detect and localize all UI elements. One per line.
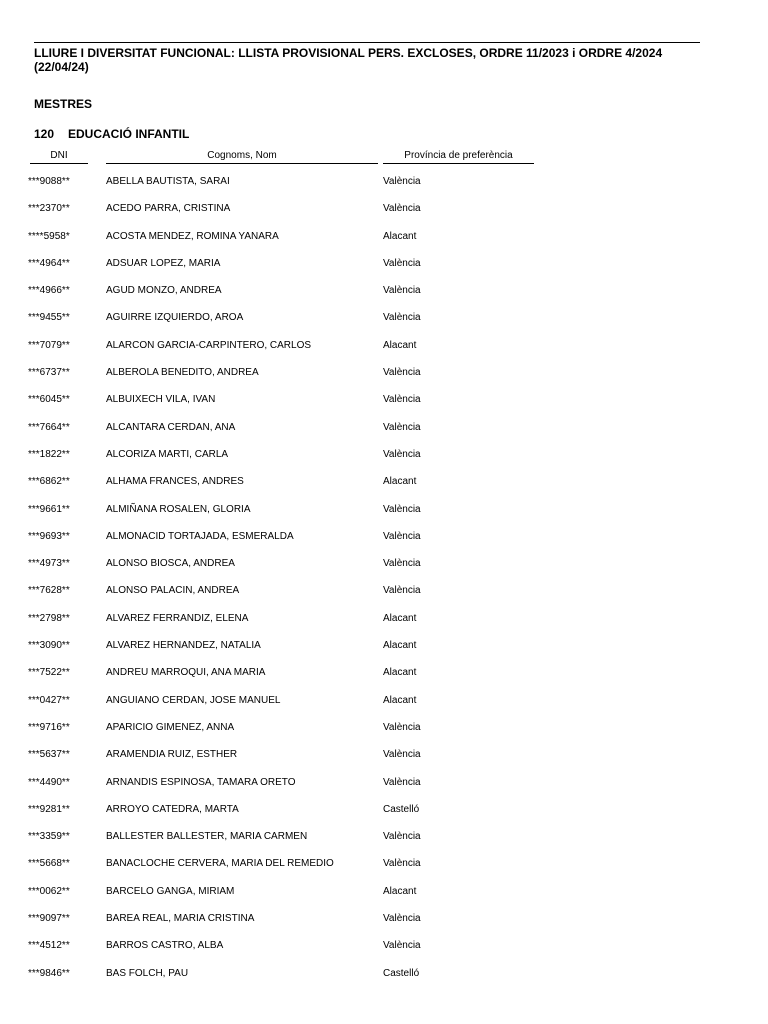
- row-dni: ***0427**: [28, 694, 70, 706]
- table-row: [0, 607, 768, 634]
- table-row: [0, 689, 768, 716]
- table-row: [0, 552, 768, 579]
- column-header-name: Cognoms, Nom: [106, 150, 378, 164]
- row-dni: ***4512**: [28, 940, 70, 952]
- row-dni: ***2798**: [28, 612, 70, 624]
- table-row: [0, 306, 768, 333]
- row-name: ACEDO PARRA, CRISTINA: [106, 203, 231, 215]
- row-province: Alacant: [383, 339, 417, 351]
- row-dni: ***9846**: [28, 967, 70, 979]
- table-row: [0, 225, 768, 252]
- group-code: 120: [34, 127, 55, 141]
- row-dni: ***9455**: [28, 312, 70, 324]
- table-row: [0, 907, 768, 934]
- row-name: ARROYO CATEDRA, MARTA: [106, 803, 239, 815]
- row-dni: ***6862**: [28, 476, 70, 488]
- row-dni: ***3359**: [28, 831, 70, 843]
- table-row: [0, 579, 768, 606]
- row-dni: ***4964**: [28, 257, 70, 269]
- row-province: València: [383, 913, 421, 925]
- row-province: Alacant: [383, 612, 417, 624]
- row-name: ACOSTA MENDEZ, ROMINA YANARA: [106, 230, 279, 242]
- row-province: Alacant: [383, 476, 417, 488]
- row-province: València: [383, 940, 421, 952]
- table-row: [0, 771, 768, 798]
- row-dni: ***9661**: [28, 503, 70, 515]
- row-dni: ***4966**: [28, 285, 70, 297]
- table-row: [0, 798, 768, 825]
- row-province: València: [383, 203, 421, 215]
- top-rule: [34, 42, 700, 43]
- table-row: [0, 962, 768, 989]
- row-dni: ****5958*: [28, 230, 70, 242]
- table-row: [0, 634, 768, 661]
- row-name: ALMIÑANA ROSALEN, GLORIA: [106, 503, 251, 515]
- row-dni: ***5637**: [28, 749, 70, 761]
- row-name: ALVAREZ FERRANDIZ, ELENA: [106, 612, 249, 624]
- group-heading: [34, 127, 189, 141]
- row-province: València: [383, 394, 421, 406]
- group-name: EDUCACIÓ INFANTIL: [68, 127, 190, 141]
- row-name: BARCELO GANGA, MIRIAM: [106, 885, 235, 897]
- exclusion-list: [0, 170, 768, 989]
- row-name: ALVAREZ HERNANDEZ, NATALIA: [106, 640, 261, 652]
- table-row: [0, 498, 768, 525]
- row-name: ADSUAR LOPEZ, MARIA: [106, 257, 221, 269]
- table-row: [0, 361, 768, 388]
- row-name: ARNANDIS ESPINOSA, TAMARA ORETO: [106, 776, 296, 788]
- row-dni: ***2370**: [28, 203, 70, 215]
- row-name: AGUD MONZO, ANDREA: [106, 285, 222, 297]
- table-row: [0, 880, 768, 907]
- row-province: València: [383, 285, 421, 297]
- row-province: València: [383, 367, 421, 379]
- row-name: ALONSO PALACIN, ANDREA: [106, 585, 240, 597]
- row-name: BAREA REAL, MARIA CRISTINA: [106, 913, 255, 925]
- row-province: Castelló: [383, 967, 420, 979]
- row-province: València: [383, 176, 421, 187]
- row-dni: ***4973**: [28, 558, 70, 570]
- table-row: [0, 197, 768, 224]
- row-province: València: [383, 749, 421, 761]
- row-dni: ***1822**: [28, 448, 70, 460]
- row-province: València: [383, 421, 421, 433]
- row-dni: ***5668**: [28, 858, 70, 870]
- row-name: BARROS CASTRO, ALBA: [106, 940, 224, 952]
- table-row: [0, 279, 768, 306]
- table-row: [0, 252, 768, 279]
- row-dni: ***9281**: [28, 803, 70, 815]
- row-dni: ***4490**: [28, 776, 70, 788]
- table-row: [0, 716, 768, 743]
- table-row: [0, 825, 768, 852]
- row-dni: ***7628**: [28, 585, 70, 597]
- row-dni: ***9088**: [28, 176, 70, 187]
- table-row: [0, 470, 768, 497]
- row-province: València: [383, 721, 421, 733]
- row-dni: ***3090**: [28, 640, 70, 652]
- row-province: Alacant: [383, 667, 417, 679]
- row-dni: ***9097**: [28, 913, 70, 925]
- row-province: València: [383, 530, 421, 542]
- row-dni: ***7079**: [28, 339, 70, 351]
- row-province: València: [383, 503, 421, 515]
- row-province: València: [383, 776, 421, 788]
- section-heading: MESTRES: [34, 97, 93, 111]
- row-name: ALONSO BIOSCA, ANDREA: [106, 558, 235, 570]
- row-name: BAS FOLCH, PAU: [106, 967, 189, 979]
- row-province: Alacant: [383, 694, 417, 706]
- row-dni: ***9693**: [28, 530, 70, 542]
- row-name: AGUIRRE IZQUIERDO, AROA: [106, 312, 244, 324]
- row-province: València: [383, 585, 421, 597]
- table-row: [0, 334, 768, 361]
- row-name: ALBEROLA BENEDITO, ANDREA: [106, 367, 259, 379]
- row-province: Alacant: [383, 640, 417, 652]
- row-province: València: [383, 558, 421, 570]
- table-row: [0, 934, 768, 961]
- row-dni: ***6045**: [28, 394, 70, 406]
- row-name: BANACLOCHE CERVERA, MARIA DEL REMEDIO: [106, 858, 334, 870]
- table-row: [0, 852, 768, 879]
- row-name: BALLESTER BALLESTER, MARIA CARMEN: [106, 831, 308, 843]
- row-province: Alacant: [383, 885, 417, 897]
- row-province: València: [383, 831, 421, 843]
- row-name: ALARCON GARCIA-CARPINTERO, CARLOS: [106, 339, 312, 351]
- row-province: València: [383, 312, 421, 324]
- row-name: ARAMENDIA RUIZ, ESTHER: [106, 749, 238, 761]
- row-province: València: [383, 858, 421, 870]
- table-row: [0, 661, 768, 688]
- document-title: LLIURE I DIVERSITAT FUNCIONAL: LLISTA PROVISIONAL PERS. EXCLOSES, ORDRE 11/2023 i ORDRE 4/2024 (22/04/24): [34, 46, 663, 74]
- row-name: ALHAMA FRANCES, ANDRES: [106, 476, 244, 488]
- row-dni: ***7664**: [28, 421, 70, 433]
- column-header-province: Província de preferència: [383, 150, 534, 164]
- row-name: ALMONACID TORTAJADA, ESMERALDA: [106, 530, 294, 542]
- row-dni: ***9716**: [28, 721, 70, 733]
- row-name: ALCANTARA CERDAN, ANA: [106, 421, 236, 433]
- row-name: ALCORIZA MARTI, CARLA: [106, 448, 229, 460]
- row-name: ALBUIXECH VILA, IVAN: [106, 394, 216, 406]
- table-row: [0, 443, 768, 470]
- row-name: APARICIO GIMENEZ, ANNA: [106, 721, 235, 733]
- table-row: [0, 416, 768, 443]
- row-province: Alacant: [383, 230, 417, 242]
- row-name: ANDREU MARROQUI, ANA MARIA: [106, 667, 266, 679]
- table-row: [0, 388, 768, 415]
- column-header-dni: DNI: [30, 150, 88, 164]
- row-name: ANGUIANO CERDAN, JOSE MANUEL: [106, 694, 281, 706]
- table-row: [0, 525, 768, 552]
- table-row: [0, 743, 768, 770]
- table-row: [0, 170, 768, 197]
- row-province: València: [383, 257, 421, 269]
- row-dni: ***6737**: [28, 367, 70, 379]
- row-province: Castelló: [383, 803, 420, 815]
- row-province: València: [383, 448, 421, 460]
- row-dni: ***0062**: [28, 885, 70, 897]
- row-name: ABELLA BAUTISTA, SARAI: [106, 176, 230, 187]
- row-dni: ***7522**: [28, 667, 70, 679]
